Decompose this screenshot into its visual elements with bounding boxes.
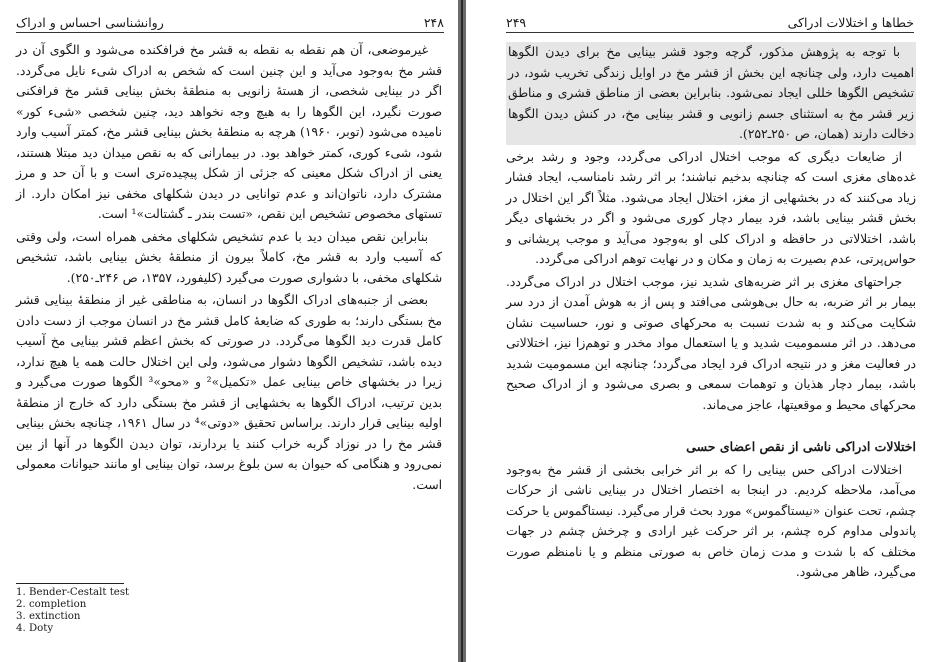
left-paragraph-3: بعضی از جنبه‌های ادراک الگوها در انسان، به مناطقی غیر از منطقهٔ بینایی قشر مخ بستگی دارند؛ به طوری که ضایعهٔ کامل قشر مخ در انسان موجب از دست دادن کامل قدرت دید الگوها می‌گردد. در صورتی که بخش اعظم قشر بینایی مخ آسیب دیده باشد، تشخیص الگوها دشوار می‌شود، ولی این اختلال حالت همه یا هیچ ندارد، زیرا در بخشهای خاص بینایی عمل «تکمیل»² و «محو»³ الگوها صورت می‌گیرد و بدین ترتیب، ادراک الگوها به بخشهایی از قشر مخ بستگی دارد که خارج از منطقهٔ اولیه بینایی قرار دارند. براساس تحقیق «دوتی»⁴ در سال ۱۹۶۱، چنانچه بخش بینایی قشر مخ را در نوزاد گربه خراب کنند یا بردارند، توان دیدن الگوها در آنها از بین نمی‌رود و هنگامی که حیوان به سن بلوغ برسد، توان بینایی او مانند حیوانات معمولی است.	[16, 293, 442, 492]
left-paragraph-1: غیرموضعی، آن هم نقطه به نقطه به قشر مخ فرافکنده می‌شود و الگوی آن در قشر مخ به‌وجود می‌آید و این چنین است که شخص به ادراک شیء نایل می‌گردد. اگر در بینایی شخصی، از هستهٔ زانویی به منطقهٔ بخش بینایی قشر مخ فرافکنی صورت نگیرد، این الگوها را به هیچ وجه نخواهد دید، چنین شخصی «شیء کور» نامیده می‌شود (توبر، ۱۹۶۰) هرچه به منطقهٔ بخش بینایی قشر مخ، کمتر آسیب وارد شود، شیء کوری، کمتر خواهد بود. در بیمارانی که به نقص میدان دید مبتلا هستند، یعنی از ادراک شکل معینی که جزئی از شکل پیچیده‌تری است و با آن حد و مرز مشترک دارد، ناتوان‌اند و عدم توانایی در دیدن شکلهای مخفی نیز امکان دارد. از تستهای مخصوص تشخیص این نقص، «تست بندر ـ گشتالت»¹ است.	[16, 43, 442, 221]
footnotes	[16, 587, 316, 635]
section-paragraph: اختلالات ادراکی حس بینایی را که بر اثر خرابی بخشی از قشر مخ به‌وجود می‌آمد، ملاحظه کردیم. در اینجا به اختصار اختلال در بینایی ناشی از حرکات چشم، تحت عنوان «نیستاگموس» مورد بحث قرار می‌گیرد. نیستاگموس یا حرکت پاندولی مداوم کره چشم، بر اثر حرکت غیر ارادی و چرخش چشم در جهات مختلف که با شدت و مدت زمان خاص به صورتی منظم و یا نامنظم صورت می‌گیرد، ظاهر می‌شود.	[506, 462, 916, 579]
left-page-body	[16, 40, 442, 495]
left-paragraph-2: بنابراین نقص میدان دید با عدم تشخیص شکلهای مخفی همراه است، ولی وقتی که آسیب وارد به قشر مخ، کاملاً بیرون از منطقهٔ بخش بینایی باشد، تشخیص شکلهای مخفی، با دشواری صورت می‌گیرد (کلیفورد، ۱۳۵۷، ص ۲۴۶ـ۲۵۰).	[16, 229, 442, 285]
footnote-2: 2. completion	[16, 599, 87, 610]
right-page-body	[506, 42, 916, 583]
right-header-rule	[506, 32, 914, 33]
left-header-rule	[16, 32, 444, 33]
footnote-1: 1. Bender-Cestalt test	[16, 587, 130, 598]
right-paragraph-2: جراحتهای مغزی بر اثر ضربه‌های شدید نیز، موجب اختلال در ادراک می‌گردد. بیمار بر اثر ضربه، به حال بی‌هوشی می‌افتد و پس از به هوش آمدن از درد سر شکایت می‌کند و به شدت نسبت به محرکهای صوتی و نور، حساسیت نشان می‌دهد. در اثر مسمومیت شدید و یا استعمال مواد مخدر و توهم‌زا نیز، اختلالاتی در فعالیت مغز و در نتیجه ادراک فرد ایجاد می‌گردد؛ چنانچه این مسمومیت شدید باشد، بیمار دچار هذیان و توهمات سمعی و بصری می‌شود و از ادراک صحیح محرکهای محیط و موقعیتها، عاجز می‌ماند.	[506, 274, 916, 412]
left-page-number: ۲۴۸	[423, 15, 444, 30]
left-page-header	[16, 12, 444, 30]
shaded-paragraph: با توجه به پژوهش مذکور، گرچه وجود قشر بینایی مخ برای دیدن الگوها اهمیت دارد، ولی چنانچه این بخش از قشر مخ در اوایل زندگی تخریب شود، در تشخیص الگوها خللی ایجاد نمی‌شود. بنابراین بعضی از مناطق قشری و مناطق زیر قشر مخ به استثنای جسم زانویی و قشر بینایی مخ، در کنش دیدن الگوها دخالت دارند (همان، ص ۲۵۰ـ۲۵۲).	[506, 42, 916, 145]
footnote-3: 3. extinction	[16, 611, 81, 622]
footnote-4: 4. Doty	[16, 623, 54, 634]
book-spine	[458, 0, 466, 662]
right-page-header	[506, 12, 914, 30]
section-heading: اختلالات ادراکی ناشی از نقص اعضای حسی	[686, 439, 916, 454]
left-page	[0, 0, 458, 662]
right-running-title: خطاها و اختلالات ادراکی	[787, 15, 914, 30]
left-running-title: روانشناسی احساس و ادراک	[16, 15, 164, 30]
right-paragraph-1: از ضایعات دیگری که موجب اختلال ادراکی می‌گردد، وجود و رشد برخی غده‌های مغزی است که چنانچه بدخیم نباشند؛ بر اثر رشد نامناسب، ایجاد فشار زیاد می‌کنند که در بخشهایی از مغز، اختلال ایجاد می‌شود. مثلاً اگر این اختلال در بخش قشر بینایی باشد، فرد بیمار دچار کوری می‌شود و اگر در بخشهای دیگر باشد، اختلالاتی در حافظه و ادراک کلی او به‌وجود می‌آید و موجب پریشانی و حواس‌پرتی، عدم بصیرت به زمان و مکان و در نهایت توهم ادراکی می‌گردد.	[506, 149, 916, 266]
right-page	[466, 0, 937, 662]
footnote-separator	[16, 583, 124, 584]
right-page-number: ۲۴۹	[506, 15, 527, 30]
